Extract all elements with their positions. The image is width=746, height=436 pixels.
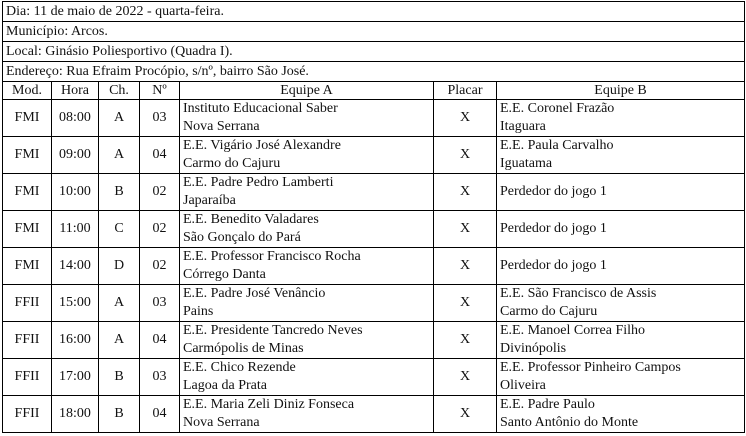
team-city: São Gonçalo do Pará bbox=[183, 230, 301, 245]
event-city: Município: Arcos. bbox=[3, 22, 745, 42]
cell-equipe-b bbox=[497, 100, 745, 137]
cell-num: 03 bbox=[140, 285, 180, 322]
cell-num: 04 bbox=[140, 396, 180, 433]
cell-placar: X bbox=[434, 248, 497, 285]
cell-equipe-b bbox=[497, 137, 745, 174]
cell-ch: B bbox=[99, 359, 140, 396]
team-city: Córrego Danta bbox=[183, 267, 266, 282]
team-city: Divinópolis bbox=[500, 341, 567, 356]
cell-placar: X bbox=[434, 174, 497, 211]
cell-mod: FMI bbox=[3, 137, 52, 174]
team-city: Carmo do Cajuru bbox=[500, 304, 598, 319]
cell-hora: 15:00 bbox=[52, 285, 99, 322]
team-city: Oliveira bbox=[500, 378, 546, 393]
column-header-placar: Placar bbox=[434, 82, 497, 100]
info-row-address bbox=[3, 62, 745, 82]
team-city: Nova Serrana bbox=[183, 119, 260, 134]
cell-equipe-a bbox=[180, 396, 434, 433]
cell-ch: A bbox=[99, 322, 140, 359]
cell-mod: FFII bbox=[3, 396, 52, 433]
cell-equipe-a bbox=[180, 137, 434, 174]
cell-equipe-a bbox=[180, 322, 434, 359]
cell-placar: X bbox=[434, 100, 497, 137]
cell-placar: X bbox=[434, 322, 497, 359]
team-school: E.E. São Francisco de Assis bbox=[500, 286, 657, 301]
info-row-city bbox=[3, 22, 745, 42]
team-school: E.E. Coronel Frazão bbox=[500, 101, 615, 116]
cell-hora: 08:00 bbox=[52, 100, 99, 137]
team-school: E.E. Paula Carvalho bbox=[500, 138, 614, 153]
cell-num: 04 bbox=[140, 137, 180, 174]
team-school: E.E. Presidente Tancredo Neves bbox=[183, 323, 363, 338]
team-school: Perdedor do jogo 1 bbox=[500, 258, 607, 273]
team-school: E.E. Manoel Correa Filho bbox=[500, 323, 646, 338]
team-school: E.E. Maria Zeli Diniz Fonseca bbox=[183, 397, 355, 412]
team-city: Carmo do Cajuru bbox=[183, 156, 281, 171]
cell-mod: FMI bbox=[3, 248, 52, 285]
cell-equipe-a bbox=[180, 174, 434, 211]
cell-mod: FFII bbox=[3, 285, 52, 322]
cell-equipe-b bbox=[497, 174, 745, 211]
cell-hora: 16:00 bbox=[52, 322, 99, 359]
event-venue: Local: Ginásio Poliesportivo (Quadra I). bbox=[3, 42, 745, 62]
event-date: Dia: 11 de maio de 2022 - quarta-feira. bbox=[3, 2, 745, 22]
table-row bbox=[3, 322, 745, 359]
cell-equipe-a bbox=[180, 248, 434, 285]
cell-hora: 11:00 bbox=[52, 211, 99, 248]
team-school: E.E. Padre Pedro Lamberti bbox=[183, 175, 334, 190]
table-row bbox=[3, 248, 745, 285]
cell-num: 02 bbox=[140, 248, 180, 285]
cell-equipe-b bbox=[497, 211, 745, 248]
column-header-equipe-a: Equipe A bbox=[180, 82, 434, 100]
team-school: Perdedor do jogo 1 bbox=[500, 221, 607, 236]
cell-ch: A bbox=[99, 100, 140, 137]
team-school: Instituto Educacional Saber bbox=[183, 101, 338, 116]
cell-num: 02 bbox=[140, 211, 180, 248]
cell-placar: X bbox=[434, 396, 497, 433]
info-row-venue bbox=[3, 42, 745, 62]
team-city: Carmópolis de Minas bbox=[183, 341, 304, 356]
cell-num: 03 bbox=[140, 100, 180, 137]
cell-hora: 14:00 bbox=[52, 248, 99, 285]
cell-num: 04 bbox=[140, 322, 180, 359]
cell-num: 03 bbox=[140, 359, 180, 396]
cell-equipe-b bbox=[497, 322, 745, 359]
team-school: E.E. Vigário José Alexandre bbox=[183, 138, 341, 153]
cell-ch: B bbox=[99, 174, 140, 211]
table-row bbox=[3, 359, 745, 396]
cell-hora: 17:00 bbox=[52, 359, 99, 396]
cell-equipe-b bbox=[497, 285, 745, 322]
table-row bbox=[3, 137, 745, 174]
cell-mod: FMI bbox=[3, 211, 52, 248]
cell-equipe-a bbox=[180, 100, 434, 137]
team-school: E.E. Padre Paulo bbox=[500, 397, 595, 412]
column-header-mod: Mod. bbox=[3, 82, 52, 100]
cell-equipe-b bbox=[497, 248, 745, 285]
cell-num: 02 bbox=[140, 174, 180, 211]
team-city: Itaguara bbox=[500, 119, 546, 134]
team-city: Iguatama bbox=[500, 156, 553, 171]
schedule-table bbox=[2, 1, 745, 433]
team-school: E.E. Chico Rezende bbox=[183, 360, 296, 375]
cell-hora: 09:00 bbox=[52, 137, 99, 174]
team-school: Perdedor do jogo 1 bbox=[500, 184, 607, 199]
table-header-row bbox=[3, 82, 745, 100]
cell-placar: X bbox=[434, 137, 497, 174]
table-row bbox=[3, 100, 745, 137]
cell-mod: FFII bbox=[3, 359, 52, 396]
event-address: Endereço: Rua Efraim Procópio, s/nº, bairro São José. bbox=[3, 62, 745, 82]
cell-ch: C bbox=[99, 211, 140, 248]
cell-equipe-a bbox=[180, 359, 434, 396]
cell-equipe-a bbox=[180, 211, 434, 248]
team-school: E.E. Professor Pinheiro Campos bbox=[500, 360, 681, 375]
cell-ch: D bbox=[99, 248, 140, 285]
column-header-equipe-b: Equipe B bbox=[497, 82, 745, 100]
cell-mod: FMI bbox=[3, 100, 52, 137]
cell-mod: FFII bbox=[3, 322, 52, 359]
team-school: E.E. Professor Francisco Rocha bbox=[183, 249, 361, 264]
table-row bbox=[3, 396, 745, 433]
cell-ch: A bbox=[99, 137, 140, 174]
cell-ch: B bbox=[99, 396, 140, 433]
column-header-num: Nº bbox=[140, 82, 180, 100]
team-school: E.E. Benedito Valadares bbox=[183, 212, 319, 227]
team-city: Lagoa da Prata bbox=[183, 378, 267, 393]
team-city: Santo Antônio do Monte bbox=[500, 415, 639, 430]
cell-hora: 18:00 bbox=[52, 396, 99, 433]
table-row bbox=[3, 174, 745, 211]
team-school: E.E. Padre José Venâncio bbox=[183, 286, 326, 301]
cell-equipe-a bbox=[180, 285, 434, 322]
team-city: Pains bbox=[183, 304, 214, 319]
cell-hora: 10:00 bbox=[52, 174, 99, 211]
cell-ch: A bbox=[99, 285, 140, 322]
table-row bbox=[3, 211, 745, 248]
cell-equipe-b bbox=[497, 359, 745, 396]
cell-equipe-b bbox=[497, 396, 745, 433]
column-header-ch: Ch. bbox=[99, 82, 140, 100]
cell-placar: X bbox=[434, 285, 497, 322]
cell-placar: X bbox=[434, 211, 497, 248]
column-header-hora: Hora bbox=[52, 82, 99, 100]
table-row bbox=[3, 285, 745, 322]
schedule-document bbox=[2, 1, 744, 433]
info-row-date bbox=[3, 2, 745, 22]
cell-placar: X bbox=[434, 359, 497, 396]
cell-mod: FMI bbox=[3, 174, 52, 211]
team-city: Japaraíba bbox=[183, 193, 236, 208]
team-city: Nova Serrana bbox=[183, 415, 260, 430]
